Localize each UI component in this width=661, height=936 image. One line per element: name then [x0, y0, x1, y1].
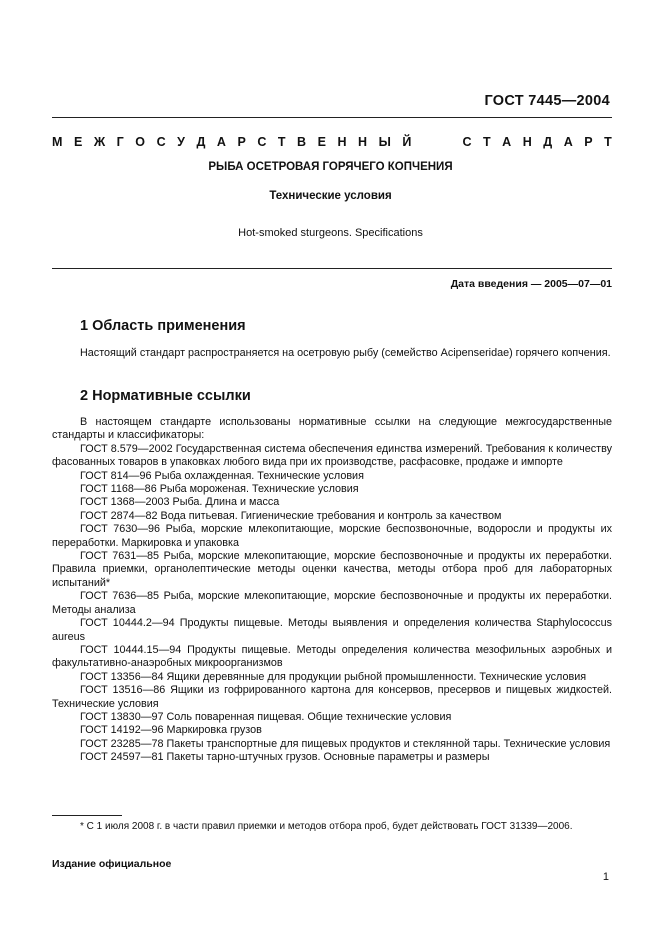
document-number: ГОСТ 7445—2004	[484, 93, 610, 109]
banner-letter: Н	[522, 135, 532, 149]
banner-letter: Р	[584, 135, 593, 149]
banner-letter: В	[297, 135, 307, 149]
reference-item: ГОСТ 10444.15—94 Продукты пищевые. Методы определения количества мезофильных аэробных и факультативно-анаэробных микроорганизмов	[52, 643, 612, 670]
reference-item: ГОСТ 814—96 Рыба охлажденная. Технические условия	[80, 469, 364, 482]
reference-item: ГОСТ 13516—86 Ящики из гофрированного картона для консервов, пресервов и пищевых жидкостей. Технические условия	[52, 684, 612, 710]
banner-letter: Д	[543, 135, 553, 149]
section-2-intro: В настоящем стандарте использованы нормативные ссылки на следующие межгосударственные стандарты и классификаторы:	[52, 416, 612, 442]
section-1-body	[52, 347, 612, 360]
official-edition-label: Издание официальное	[52, 858, 172, 870]
banner-letter: У	[177, 135, 185, 149]
english-title: Hot-smoked sturgeons. Specifications	[238, 227, 423, 239]
section-1-heading: 1 Область применения	[80, 318, 246, 334]
reference-item: ГОСТ 7630—96 Рыба, морские млекопитающие, морские беспозвоночные, водоросли и продукты их переработки. Маркировка и упаковка	[52, 523, 612, 549]
banner-letter: Е	[317, 135, 326, 149]
reference-item: ГОСТ 13356—84 Ящики деревянные для продукции рыбной промышленности. Технические условия	[80, 670, 587, 683]
banner-letter: Г	[116, 135, 124, 149]
banner-letter: А	[563, 135, 573, 149]
reference-item: ГОСТ 1168—86 Рыба мороженая. Технические условия	[80, 483, 359, 496]
banner-word-gap	[423, 135, 451, 149]
footnote: * С 1 июля 2008 г. в части правил приемки и методов отбора проб, будет действовать ГОСТ 31339—2006.	[80, 821, 573, 832]
footnote-rule	[52, 815, 122, 816]
banner-letter: Ж	[93, 135, 106, 149]
banner-letter: С	[257, 135, 267, 149]
banner-letter: Н	[358, 135, 368, 149]
banner-letter: А	[502, 135, 512, 149]
reference-item: ГОСТ 13830—97 Соль поваренная пищевая. Общие технические условия	[80, 710, 452, 723]
introduction-date: Дата введения — 2005—07—01	[450, 278, 612, 290]
banner-letter: Т	[277, 135, 286, 149]
reference-item: ГОСТ 10444.2—94 Продукты пищевые. Методы выявления и определения количества Staphylococcus aureus	[52, 617, 612, 643]
banner-letter: Е	[73, 135, 83, 149]
banner-letter: О	[135, 135, 146, 149]
reference-item: ГОСТ 14192—96 Маркировка грузов	[80, 724, 262, 737]
reference-item: ГОСТ 8.579—2002 Государственная система обеспечения единства измерений. Требования к количеству фасованных товаров в упаковках любого вида при их производстве, расфасовке, продаже и импорте	[52, 442, 612, 469]
document-title: РЫБА ОСЕТРОВАЯ ГОРЯЧЕГО КОПЧЕНИЯ	[208, 161, 453, 173]
banner-letter: А	[216, 135, 226, 149]
banner-letter: Н	[337, 135, 347, 149]
banner-letter: Т	[604, 135, 612, 149]
document-subtitle: Технические условия	[269, 190, 392, 202]
reference-item: ГОСТ 7636—85 Рыба, морские млекопитающие, морские беспозвоночные и продукты их переработки. Методы анализа	[52, 590, 612, 616]
banner-letter: С	[462, 135, 472, 149]
title-rule	[52, 268, 612, 269]
reference-item: ГОСТ 23285—78 Пакеты транспортные для пищевых продуктов и стеклянной тары. Технические условия	[80, 737, 611, 750]
banner-letter: М	[52, 135, 63, 149]
standard-type-banner	[52, 135, 612, 149]
header-rule	[52, 117, 612, 118]
section-1-paragraph: Настоящий стандарт распространяется на осетровую рыбу (семейство Acipenseridae) горячего копчения.	[80, 347, 611, 359]
page-number: 1	[602, 871, 609, 883]
normative-references	[52, 416, 612, 765]
banner-letter: Ы	[378, 135, 391, 149]
reference-item: ГОСТ 24597—81 Пакеты тарно-штучных грузов. Основные параметры и размеры	[80, 751, 490, 764]
reference-item: ГОСТ 7631—85 Рыба, морские млекопитающие, морские беспозвоночные и продукты их переработки. Правила приемки, органолептические методы оценки качества, методы отбора проб для лабораторных испытаний*	[52, 550, 612, 589]
banner-letter: С	[156, 135, 166, 149]
banner-letter: Д	[196, 135, 206, 149]
banner-letter: Т	[483, 135, 491, 149]
banner-letter: Й	[402, 135, 412, 149]
reference-item: ГОСТ 2874—82 Вода питьевая. Гигиенические требования и контроль за качеством	[80, 509, 502, 522]
banner-letter: Р	[237, 135, 246, 149]
section-2-heading: 2 Нормативные ссылки	[80, 388, 251, 404]
reference-item: ГОСТ 1368—2003 Рыба. Длина и масса	[80, 496, 280, 509]
